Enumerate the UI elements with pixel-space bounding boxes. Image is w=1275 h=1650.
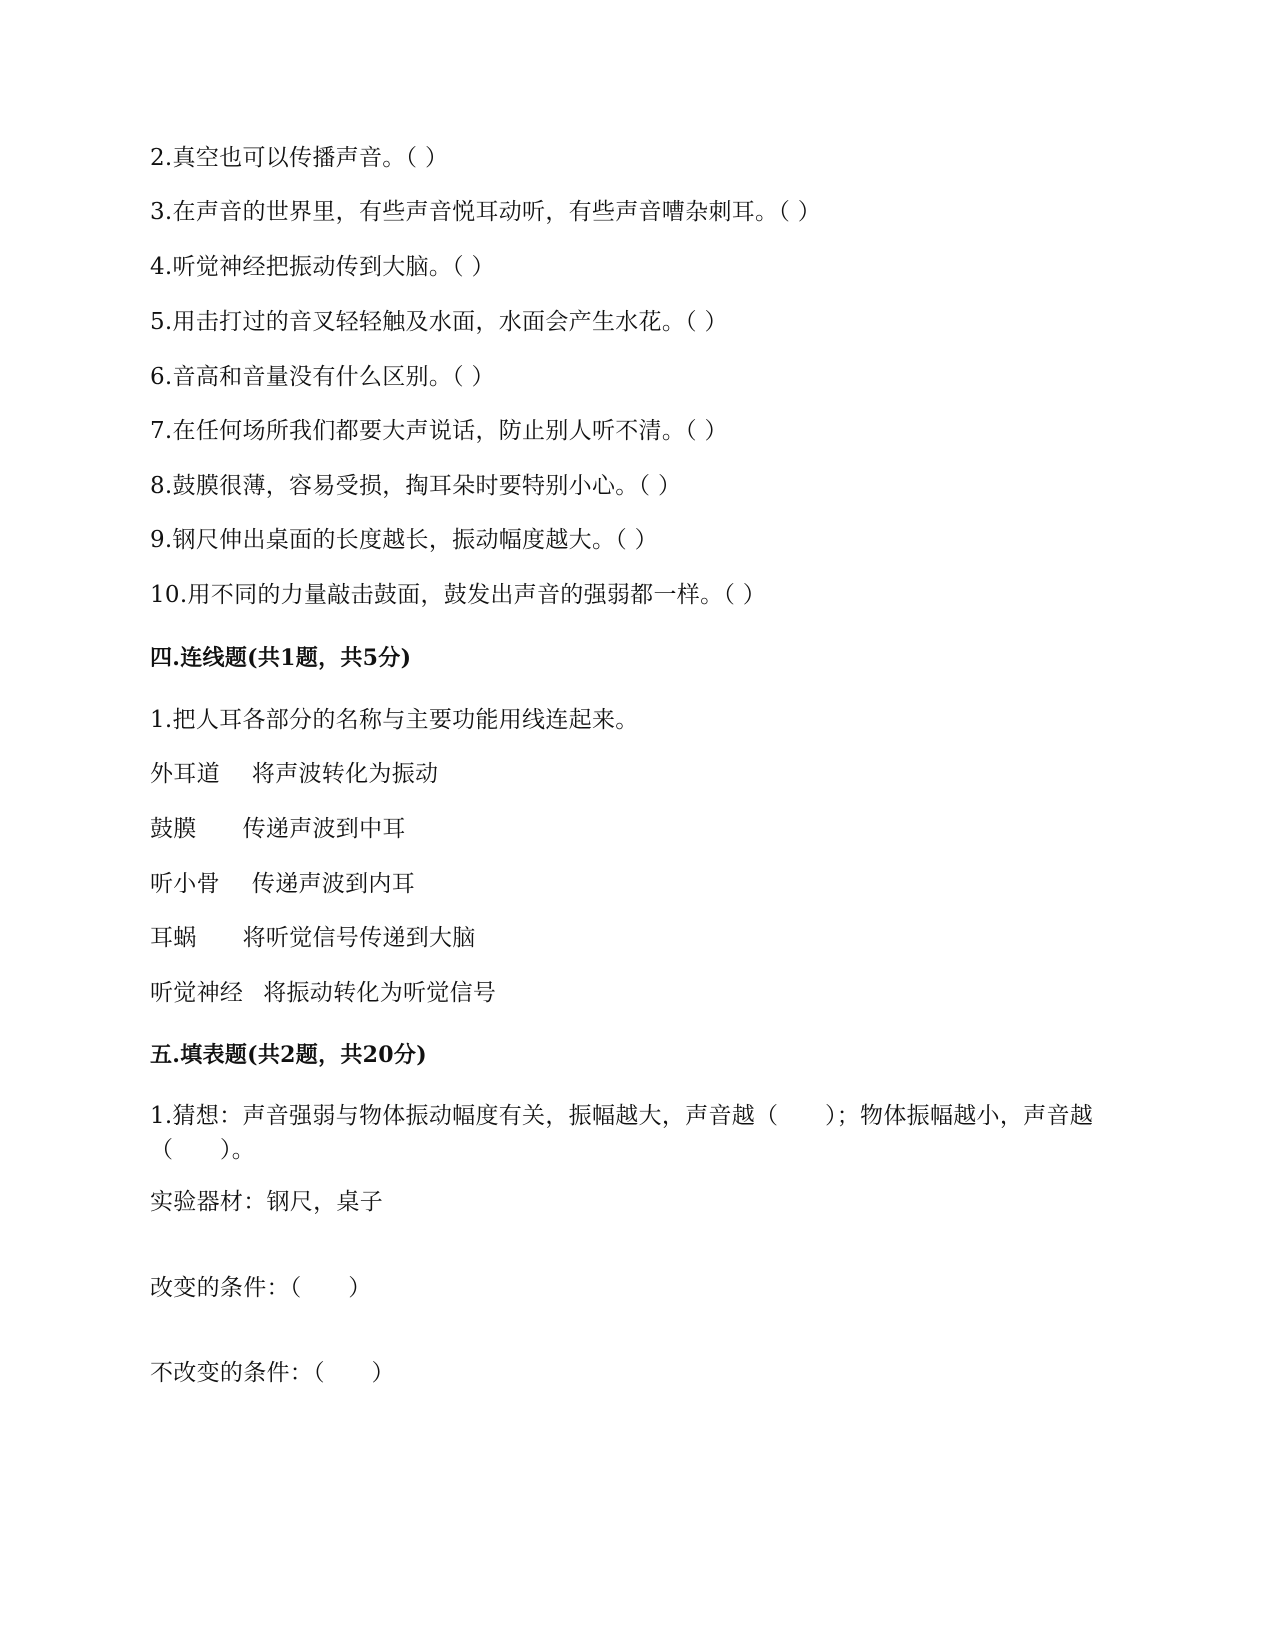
matching-row-5 xyxy=(150,977,496,1009)
section-5-heading: 五.填表题(共2题，共20分) xyxy=(150,1042,427,1068)
question-item-7: 7.在任何场所我们都要大声说话，防止别人听不清。（ ） xyxy=(150,418,728,444)
question-item-3: 3.在声音的世界里，有些声音悦耳动听，有些声音嘈杂刺耳。（ ） xyxy=(150,199,822,225)
question-item-5: 5.用击打过的音叉轻轻触及水面，水面会产生水花。（ ） xyxy=(150,309,728,335)
hypothesis-question: 1.猜想：声音强弱与物体振动幅度有关，振幅越大，声音越（ ）；物体振幅越小，声音越（ ）。 xyxy=(150,1103,1094,1163)
question-item-6: 6.音高和音量没有什么区别。（ ） xyxy=(150,364,495,390)
ear-function-label: 将声波转化为振动 xyxy=(251,761,439,787)
question-item-2: 2.真空也可以传播声音。（ ） xyxy=(150,145,449,171)
question-item-4: 4.听觉神经把振动传到大脑。（ ） xyxy=(150,254,495,280)
ear-function-label: 将振动转化为听觉信号 xyxy=(263,980,497,1006)
question-item-8: 8.鼓膜很薄，容易受损，掏耳朵时要特别小心。（ ） xyxy=(150,473,682,499)
matching-row-4 xyxy=(150,922,476,954)
unchanged-condition: 不改变的条件：（ ） xyxy=(150,1360,395,1386)
question-item-10: 10.用不同的力量敲击鼓面，鼓发出声音的强弱都一样。（ ） xyxy=(150,582,767,608)
ear-function-label: 将听觉信号传递到大脑 xyxy=(242,925,476,951)
matching-row-1 xyxy=(150,758,438,790)
matching-row-2 xyxy=(150,813,406,845)
section-4-heading: 四.连线题(共1题，共5分) xyxy=(150,645,412,671)
matching-question: 1.把人耳各部分的名称与主要功能用线连起来。 xyxy=(150,707,639,733)
experiment-materials: 实验器材：钢尺，桌子 xyxy=(150,1189,383,1215)
ear-function-label: 传递声波到内耳 xyxy=(251,871,416,897)
changed-condition: 改变的条件：（ ） xyxy=(150,1275,372,1301)
ear-part-label: 鼓膜 xyxy=(150,816,197,842)
ear-part-label: 听小骨 xyxy=(150,871,220,897)
ear-part-label: 外耳道 xyxy=(150,761,220,787)
ear-function-label: 传递声波到中耳 xyxy=(242,816,406,842)
ear-part-label: 耳蜗 xyxy=(150,925,197,951)
question-item-9: 9.钢尺伸出桌面的长度越长，振动幅度越大。（ ） xyxy=(150,527,658,553)
ear-part-label: 听觉神经 xyxy=(150,980,244,1006)
matching-row-3 xyxy=(150,868,415,900)
